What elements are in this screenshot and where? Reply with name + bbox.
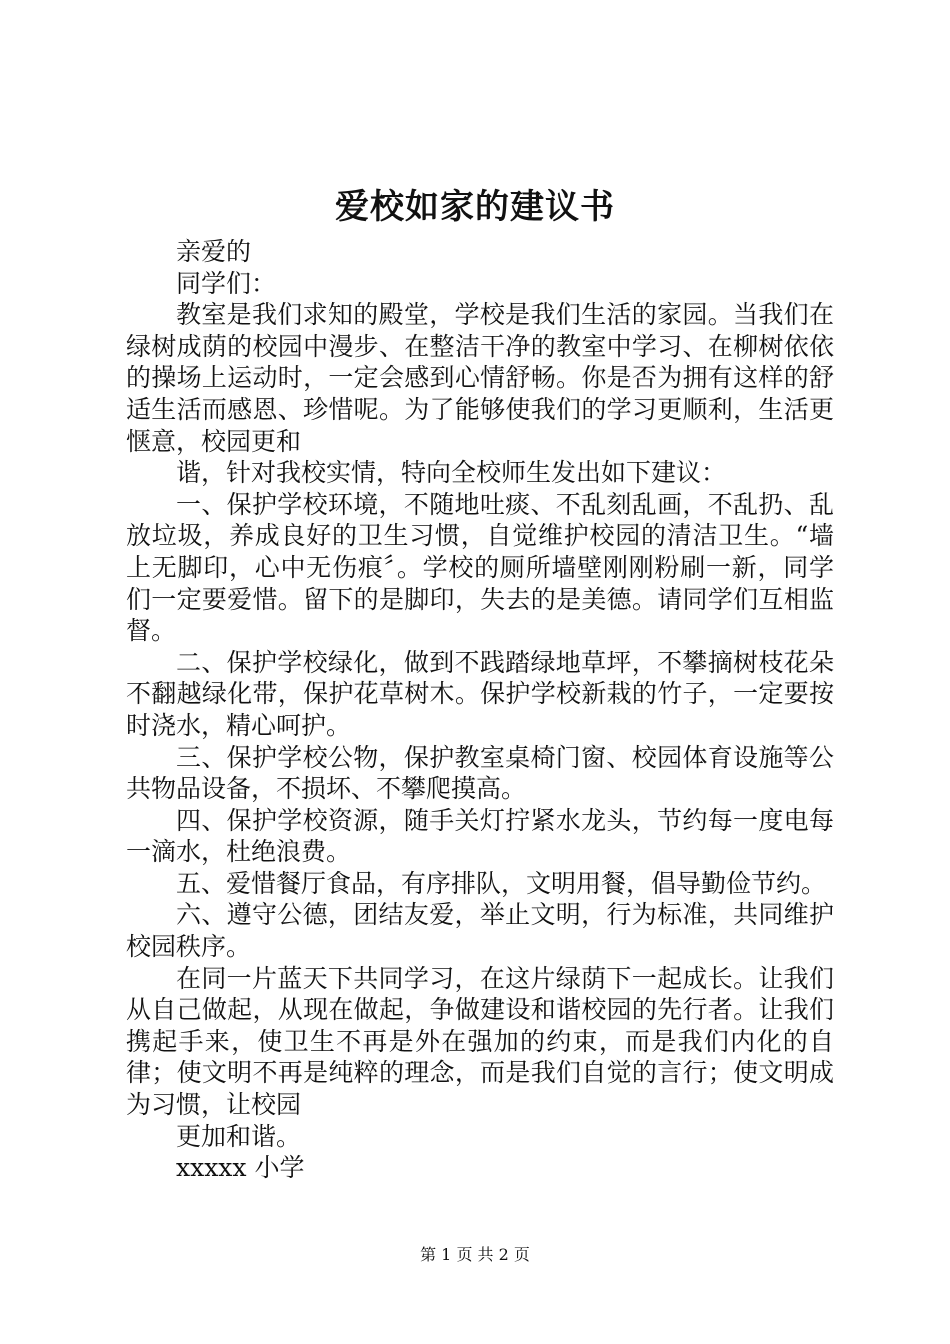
suggestion-5: 五、爱惜餐厅食品，有序排队，文明用餐，倡导勤俭节约。	[176, 868, 827, 898]
page-footer: 第 1 页 共 2 页	[420, 1245, 530, 1264]
signature: xxxxx 小学	[176, 1153, 305, 1183]
closing-paragraph-continued: 更加和谐。	[176, 1121, 302, 1151]
salutation-line-2: 同学们：	[176, 268, 277, 298]
suggestion-6: 六、遵守公德，团结友爱，举止文明，行为标准，共同维护校园秩序。	[126, 900, 834, 962]
document-title: 爱校如家的建议书	[335, 187, 615, 227]
salutation-line-1: 亲爱的	[176, 237, 252, 266]
suggestion-1: 一、保护学校环境，不随地吐痰、不乱刻乱画，不乱扔、乱放垃圾，养成良好的卫生习惯，自觉维护校园的清洁卫生。“墙上无脚印，心中无伤痕〞。学校的厕所墙壁刚刚粉刷一新，同学们一定要爱惜。留下的是脚印，失去的是美德。请同学们互相监督。	[126, 489, 834, 646]
intro-paragraph-continued: 谐，针对我校实情，特向全校师生发出如下建议：	[176, 458, 727, 488]
intro-paragraph: 教室是我们求知的殿堂，学校是我们生活的家园。当我们在绿树成荫的校园中漫步、在整洁干净的教室中学习、在柳树依依的操场上运动时，一定会感到心情舒畅。你是否为拥有这样的舒适生活而感恩、珍惜呢。为了能够使我们的学习更顺利，生活更惬意，校园更和	[126, 300, 834, 456]
suggestion-2: 二、保护学校绿化，做到不践踏绿地草坪，不攀摘树枝花朵不翻越绿化带，保护花草树木。保护学校新栽的竹子，一定要按时浇水，精心呵护。	[126, 647, 834, 740]
closing-paragraph: 在同一片蓝天下共同学习，在这片绿荫下一起成长。让我们从自己做起，从现在做起，争做建设和谐校园的先行者。让我们携起手来，使卫生不再是外在强加的约束，而是我们内化的自律；使文明不再是纯粹的理念，而是我们自觉的言行；使文明成为习惯，让校园	[126, 963, 834, 1120]
suggestion-4: 四、保护学校资源，随手关灯拧紧水龙头，节约每一度电每一滴水，杜绝浪费。	[126, 805, 834, 867]
document-body	[126, 236, 834, 1184]
suggestion-3: 三、保护学校公物，保护教室桌椅门窗、校园体育设施等公共物品设备，不损坏、不攀爬摸高。	[126, 742, 834, 804]
